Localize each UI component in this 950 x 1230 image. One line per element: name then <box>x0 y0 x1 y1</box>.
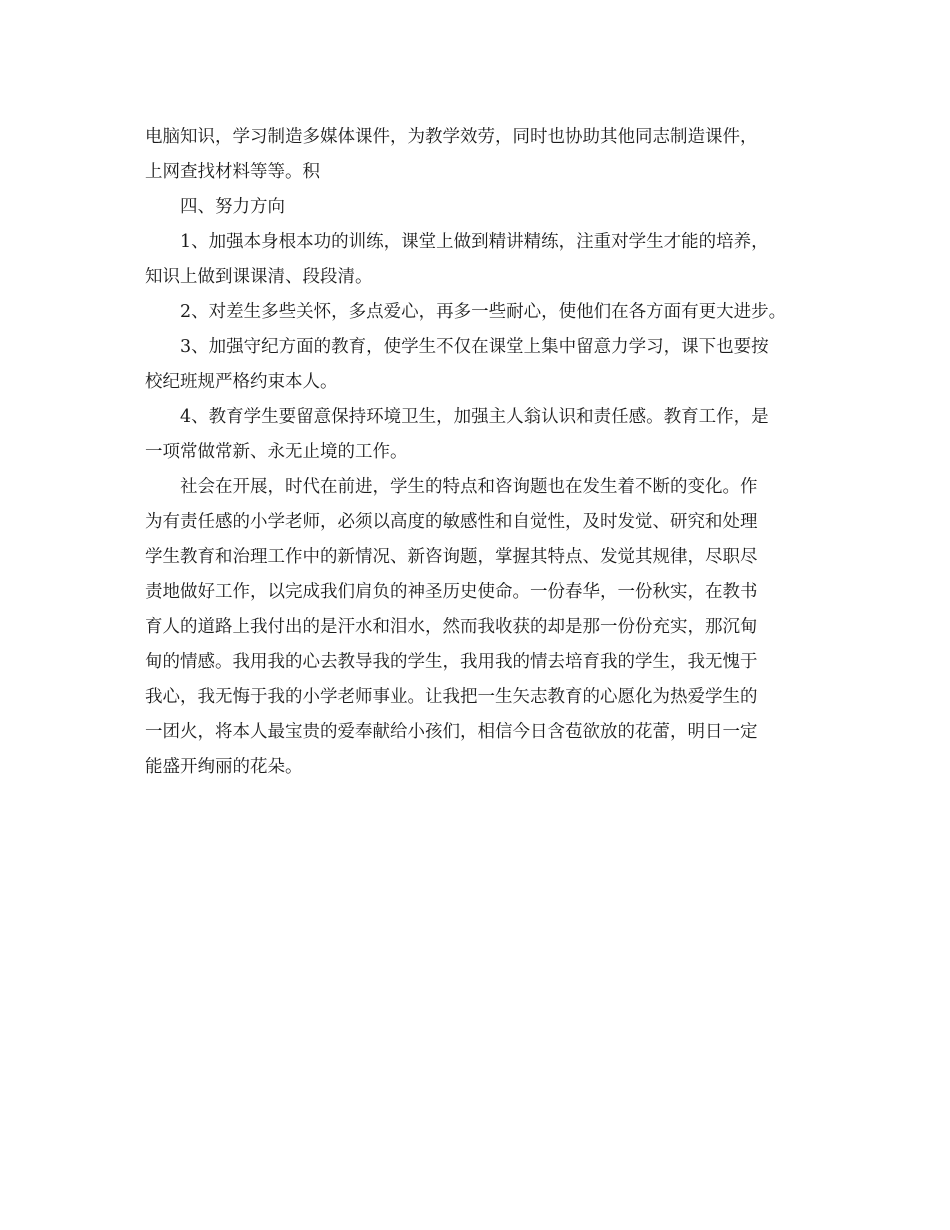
text-line: 为有责任感的小学老师，必须以高度的敏感性和自觉性，及时发觉、研究和处理 <box>145 512 758 532</box>
text-line: 一团火，将本人最宝贵的爱奉献给小孩们，相信今日含苞欲放的花蕾，明日一定 <box>145 722 758 742</box>
text-line: 学生教育和治理工作中的新情况、新咨询题，掌握其特点、发觉其规律，尽职尽 <box>145 547 758 567</box>
text-line: 校纪班规严格约束本人。 <box>145 372 338 392</box>
section-heading: 四、努力方向 <box>180 197 285 217</box>
text-line: 知识上做到课课清、段段清。 <box>145 267 373 287</box>
text-line: 社会在开展，时代在前进，学生的特点和咨询题也在发生着不断的变化。作 <box>180 477 758 497</box>
text-line: 电脑知识，学习制造多媒体课件，为教学效劳，同时也协助其他同志制造课件， <box>145 127 758 147</box>
text-line: 一项常做常新、永无止境的工作。 <box>145 442 408 462</box>
document-body <box>145 120 815 785</box>
text-line: 甸的情感。我用我的心去教导我的学生，我用我的情去培育我的学生，我无愧于 <box>145 652 758 672</box>
text-line: 我心，我无悔于我的小学老师事业。让我把一生矢志教育的心愿化为热爱学生的 <box>145 687 758 707</box>
text-line: 上网查找材料等等。积 <box>145 162 320 182</box>
text-line: 育人的道路上我付出的是汗水和泪水，然而我收获的却是那一份份充实，那沉甸 <box>145 617 758 637</box>
text-line: 能盛开绚丽的花朵。 <box>145 757 303 777</box>
text-line: 4、教育学生要留意保持环境卫生，加强主人翁认识和责任感。教育工作，是 <box>180 407 769 427</box>
text-line: 2、对差生多些关怀，多点爱心，再多一些耐心，使他们在各方面有更大进步。 <box>180 302 787 322</box>
text-line: 3、加强守纪方面的教育，使学生不仅在课堂上集中留意力学习，课下也要按 <box>180 337 769 357</box>
text-line: 1、加强本身根本功的训练，课堂上做到精讲精练，注重对学生才能的培养， <box>180 232 769 252</box>
text-line: 责地做好工作，以完成我们肩负的神圣历史使命。一份春华，一份秋实，在教书 <box>145 582 758 602</box>
